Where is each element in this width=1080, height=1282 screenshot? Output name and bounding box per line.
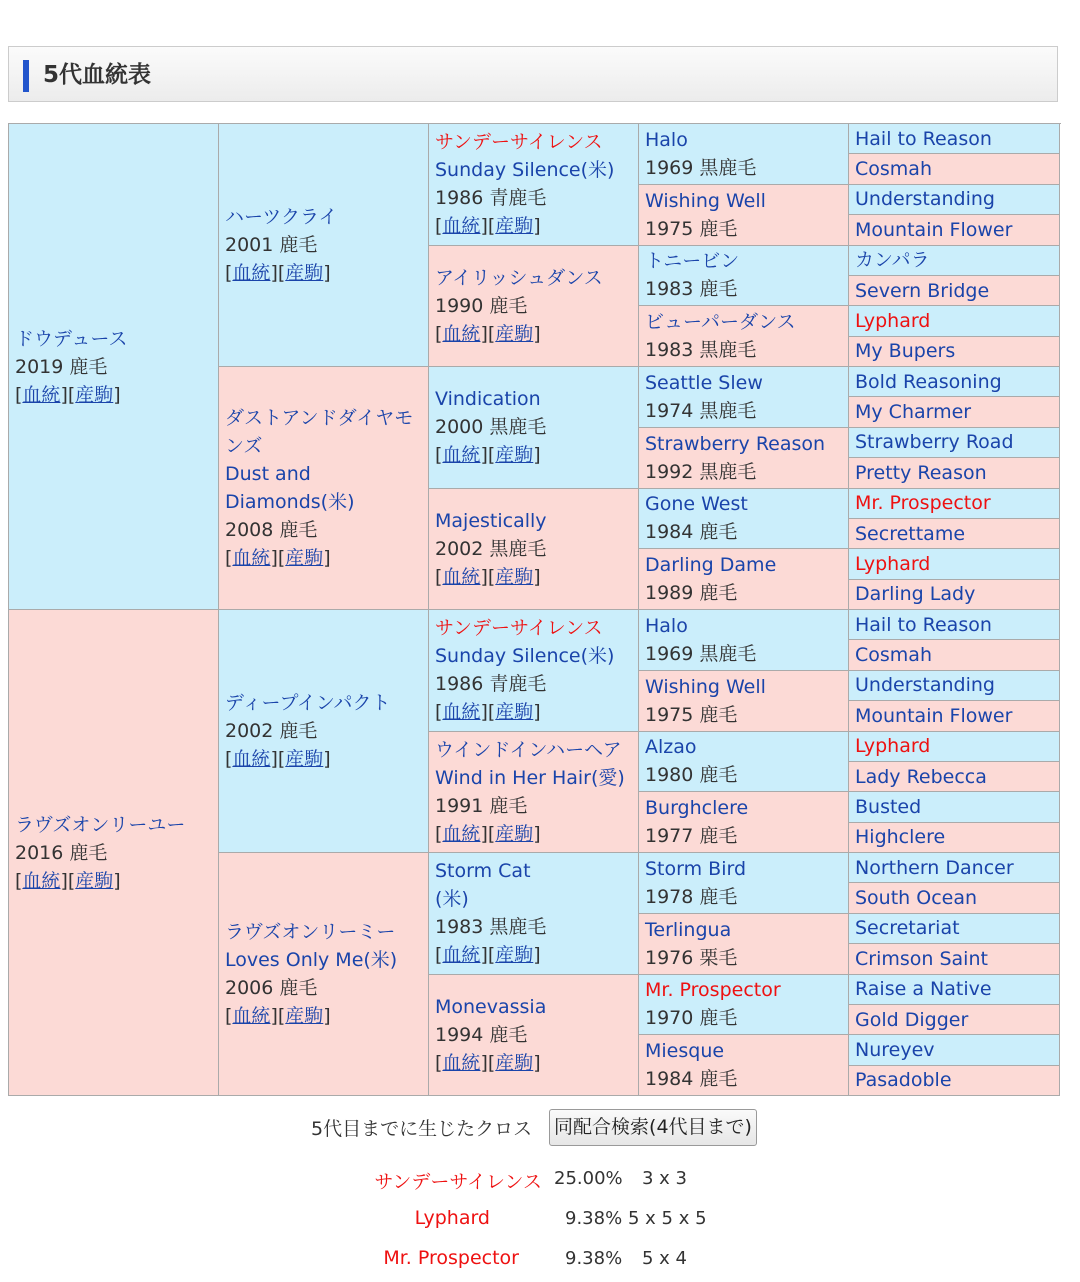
horse-name-link[interactable]: Busted [855, 795, 922, 818]
pedigree-cell [429, 124, 639, 246]
pedigree-cell [849, 732, 1060, 762]
horse-birth-info: 1994 鹿毛 [435, 1023, 528, 1046]
pedigree-cell [9, 124, 219, 610]
horse-name-link[interactable]: Terlingua [645, 918, 732, 941]
horse-name-link[interactable]: Severn Bridge [855, 279, 990, 302]
horse-birth-info: 2019 鹿毛 [15, 355, 108, 378]
pedigree-cell [849, 397, 1060, 427]
pedigree-cell [219, 610, 429, 853]
horse-birth-info: 1992 黒鹿毛 [645, 460, 757, 483]
horse-birth-info: 1983 黒鹿毛 [435, 916, 547, 939]
horse-birth-info: 2008 鹿毛 [225, 519, 318, 541]
horse-name-link[interactable]: Pasadoble [855, 1069, 952, 1092]
horse-name-link[interactable]: Monevassia [435, 995, 547, 1018]
pedigree-cell [849, 853, 1060, 883]
progeny-link[interactable]: 産駒 [495, 322, 534, 345]
horse-birth-info: 1978 鹿毛 [645, 885, 738, 908]
horse-birth-info: 1986 青鹿毛 [435, 187, 547, 210]
pedigree-cell [849, 701, 1060, 731]
horse-name-link[interactable]: ディープインパクト [225, 692, 391, 714]
pedigree-cell [849, 185, 1060, 215]
progeny-link[interactable]: 産駒 [75, 869, 114, 892]
pedigree-link[interactable]: 血統 [442, 1051, 481, 1074]
horse-name-link[interactable]: Darling Dame [645, 554, 777, 577]
header-accent-bar [23, 60, 29, 92]
horse-links: [血統][産駒] [15, 383, 121, 406]
horse-name-link[interactable]: Mountain Flower [855, 704, 1013, 727]
section-title: 5代血統表 [43, 62, 152, 88]
pedigree-link[interactable]: 血統 [442, 565, 481, 588]
cross-generations: 3 x 3 [642, 1168, 687, 1189]
pedigree-cell [849, 458, 1060, 488]
horse-birth-info: 1977 鹿毛 [645, 825, 738, 848]
pedigree-cell [639, 914, 849, 975]
horse-english-name[interactable]: Dust and Diamonds(米) [225, 463, 355, 513]
horse-name-link[interactable]: Mr. Prospector [645, 979, 781, 1002]
horse-links: [血統][産駒] [225, 262, 331, 284]
pedigree-cell [639, 428, 849, 489]
horse-name-link[interactable]: Lyphard [855, 735, 931, 758]
pedigree-cell [849, 519, 1060, 549]
pedigree-cell [849, 914, 1060, 944]
horse-name-link[interactable]: Northern Dancer [855, 856, 1014, 879]
horse-name-link[interactable]: Mr. Prospector [855, 492, 991, 515]
cross-percent: 9.38% [565, 1208, 623, 1229]
same-mating-search-button[interactable]: 同配合検索(4代目まで) [549, 1109, 757, 1146]
pedigree-cell [849, 154, 1060, 184]
pedigree-cell [429, 489, 639, 611]
horse-birth-info: 2000 黒鹿毛 [435, 416, 547, 439]
pedigree-cell [849, 975, 1060, 1005]
pedigree-cell [849, 306, 1060, 336]
pedigree-cell [849, 549, 1060, 579]
horse-birth-info: 1975 鹿毛 [645, 703, 738, 726]
pedigree-cell [849, 944, 1060, 974]
pedigree-cell [639, 853, 849, 914]
pedigree-cell [849, 823, 1060, 853]
horse-birth-info: 1990 鹿毛 [435, 294, 528, 317]
cross-label: 5代目までに生じたクロス [311, 1118, 533, 1140]
cross-horse-link[interactable]: サンデーサイレンス [374, 1171, 542, 1193]
horse-birth-info: 1984 鹿毛 [645, 1068, 738, 1091]
section-header [8, 46, 1058, 102]
horse-name-link[interactable]: Hail to Reason [855, 127, 992, 150]
pedigree-link[interactable]: 血統 [22, 869, 61, 892]
horse-name-link[interactable]: Secretariat [855, 917, 960, 940]
progeny-link[interactable]: 産駒 [285, 547, 324, 569]
horse-name-link[interactable]: Majestically [435, 509, 547, 532]
horse-name-link[interactable]: Nureyev [855, 1038, 935, 1061]
horse-name-link[interactable]: Raise a Native [855, 978, 992, 1001]
pedigree-cell [849, 1066, 1060, 1096]
progeny-link[interactable]: 産駒 [495, 944, 534, 967]
horse-name-link[interactable]: My Bupers [855, 340, 956, 363]
horse-english-name[interactable]: Loves Only Me(米) [225, 949, 398, 971]
pedigree-link[interactable]: 血統 [232, 262, 271, 284]
horse-name-link[interactable]: Crimson Saint [855, 947, 988, 970]
horse-name-link[interactable]: Wishing Well [645, 675, 766, 698]
pedigree-cell [639, 610, 849, 671]
pedigree-cell [849, 489, 1060, 519]
horse-name-link[interactable]: ビューパーダンス [645, 311, 796, 334]
pedigree-cell [849, 671, 1060, 701]
horse-name-link[interactable]: ラヴズオンリーミー [225, 921, 396, 943]
pedigree-cell [639, 246, 849, 307]
horse-english-name[interactable]: Wind in Her Hair(愛) [435, 766, 625, 789]
pedigree-cell [849, 640, 1060, 670]
cross-row [0, 1207, 1080, 1237]
horse-name-link[interactable]: ラヴズオンリーユー [15, 813, 186, 836]
horse-english-name[interactable]: Sunday Silence(米) [435, 159, 615, 182]
pedigree-link[interactable]: 血統 [442, 822, 481, 845]
progeny-link[interactable]: 産駒 [75, 383, 114, 406]
horse-links: [血統][産駒] [435, 944, 541, 967]
horse-name-link[interactable]: サンデーサイレンス [435, 617, 603, 640]
horse-name-link[interactable]: カンパラ [855, 249, 930, 272]
horse-birth-info: 1975 鹿毛 [645, 217, 738, 240]
horse-links: [血統][産駒] [435, 322, 541, 345]
horse-name-link[interactable]: South Ocean [855, 887, 978, 910]
pedigree-cell [849, 1035, 1060, 1065]
pedigree-cell [639, 367, 849, 428]
horse-birth-info: 1969 黒鹿毛 [645, 156, 757, 179]
progeny-link[interactable]: 産駒 [495, 444, 534, 467]
pedigree-cell [849, 367, 1060, 397]
horse-links: [血統][産駒] [435, 822, 541, 845]
horse-birth-info: 2016 鹿毛 [15, 841, 108, 864]
horse-birth-info: 1974 黒鹿毛 [645, 399, 757, 422]
pedigree-link[interactable]: 血統 [442, 944, 481, 967]
horse-name-link[interactable]: ダストアンドダイヤモンズ [225, 407, 414, 457]
horse-birth-info: 1983 鹿毛 [645, 278, 738, 301]
pedigree-link[interactable]: 血統 [232, 1005, 271, 1027]
pedigree-cell [639, 306, 849, 367]
horse-name-link[interactable]: Mountain Flower [855, 218, 1013, 241]
progeny-link[interactable]: 産駒 [495, 215, 534, 238]
pedigree-table [8, 123, 1061, 1096]
horse-name-link[interactable]: Hail to Reason [855, 613, 992, 636]
pedigree-cell [849, 337, 1060, 367]
horse-name-link[interactable]: Strawberry Road [855, 431, 1014, 454]
pedigree-cell [639, 1035, 849, 1096]
horse-name-link[interactable]: Lady Rebecca [855, 765, 987, 788]
pedigree-cell [639, 975, 849, 1036]
horse-birth-info: 2002 鹿毛 [225, 720, 318, 742]
horse-name-link[interactable]: Highclere [855, 826, 946, 849]
pedigree-cell [639, 124, 849, 185]
horse-name-link[interactable]: Halo [645, 128, 688, 151]
progeny-link[interactable]: 産駒 [495, 701, 534, 724]
progeny-link[interactable]: 産駒 [495, 565, 534, 588]
horse-name-link[interactable]: Strawberry Reason [645, 432, 826, 455]
horse-links: [血統][産駒] [225, 748, 331, 770]
horse-english-name[interactable]: Sunday Silence(米) [435, 645, 615, 668]
pedigree-cell [849, 246, 1060, 276]
horse-name-link[interactable]: My Charmer [855, 401, 972, 424]
horse-name-link[interactable]: Darling Lady [855, 583, 976, 606]
horse-name-link[interactable]: Vindication [435, 388, 541, 411]
pedigree-cell [429, 610, 639, 732]
horse-links: [血統][産駒] [435, 444, 541, 467]
horse-name-link[interactable]: Gold Digger [855, 1008, 969, 1031]
pedigree-cell [429, 367, 639, 489]
cross-horse-link[interactable]: Lyphard [414, 1207, 490, 1229]
horse-birth-info: 1976 栗毛 [645, 946, 738, 969]
horse-birth-info: 2001 鹿毛 [225, 234, 318, 256]
horse-links: [血統][産駒] [435, 215, 541, 238]
horse-name-link[interactable]: トニービン [645, 250, 740, 273]
pedigree-link[interactable]: 血統 [442, 322, 481, 345]
horse-links: [血統][産駒] [435, 1051, 541, 1074]
cross-generations: 5 x 5 x 5 [628, 1208, 707, 1229]
pedigree-cell [849, 610, 1060, 640]
horse-name-link[interactable]: ドウデュース [15, 327, 128, 350]
horse-name-link[interactable]: ハーツクライ [225, 206, 338, 228]
horse-birth-info: 1983 黒鹿毛 [645, 339, 757, 362]
horse-links: [血統][産駒] [435, 565, 541, 588]
horse-english-name[interactable]: (米) [435, 888, 469, 911]
horse-links: [血統][産駒] [435, 701, 541, 724]
horse-links: [血統][産駒] [225, 1005, 331, 1027]
horse-links: [血統][産駒] [225, 547, 331, 569]
pedigree-link[interactable]: 血統 [232, 748, 271, 770]
horse-name-link[interactable]: Halo [645, 614, 688, 637]
horse-name-link[interactable]: ウインドインハーヘア [435, 738, 622, 761]
cross-percent: 25.00% [554, 1168, 623, 1189]
horse-name-link[interactable]: Storm Cat [435, 860, 531, 883]
pedigree-link[interactable]: 血統 [442, 444, 481, 467]
horse-name-link[interactable]: Wishing Well [645, 189, 766, 212]
horse-birth-info: 1980 鹿毛 [645, 764, 738, 787]
pedigree-cell [429, 732, 639, 854]
horse-birth-info: 1989 鹿毛 [645, 582, 738, 605]
horse-name-link[interactable]: Secrettame [855, 522, 966, 545]
horse-name-link[interactable]: Burghclere [645, 797, 749, 820]
pedigree-cell [849, 580, 1060, 610]
pedigree-cell [219, 367, 429, 610]
horse-name-link[interactable]: Cosmah [855, 644, 932, 667]
horse-birth-info: 1984 鹿毛 [645, 521, 738, 544]
pedigree-cell [429, 246, 639, 368]
progeny-link[interactable]: 産駒 [495, 822, 534, 845]
pedigree-cell [639, 549, 849, 610]
horse-name-link[interactable]: サンデーサイレンス [435, 131, 603, 154]
horse-name-link[interactable]: アイリッシュダンス [435, 266, 603, 289]
horse-birth-info: 2002 黒鹿毛 [435, 537, 547, 560]
horse-birth-info: 1986 青鹿毛 [435, 673, 547, 696]
pedigree-cell [849, 215, 1060, 245]
pedigree-cell [219, 853, 429, 1096]
horse-name-link[interactable]: Cosmah [855, 158, 932, 181]
pedigree-cell [639, 792, 849, 853]
pedigree-cell [639, 732, 849, 793]
pedigree-cell [849, 276, 1060, 306]
pedigree-link[interactable]: 血統 [442, 701, 481, 724]
horse-name-link[interactable]: Lyphard [855, 309, 931, 332]
horse-birth-info: 2006 鹿毛 [225, 977, 318, 999]
pedigree-cell [849, 124, 1060, 154]
horse-name-link[interactable]: Seattle Slew [645, 371, 763, 394]
pedigree-cell [849, 1005, 1060, 1035]
horse-name-link[interactable]: Bold Reasoning [855, 370, 1002, 393]
horse-name-link[interactable]: Alzao [645, 736, 697, 759]
horse-name-link[interactable]: Gone West [645, 493, 748, 516]
horse-name-link[interactable]: Understanding [855, 674, 995, 697]
pedigree-cell [849, 762, 1060, 792]
pedigree-cell [849, 883, 1060, 913]
horse-birth-info: 1970 鹿毛 [645, 1007, 738, 1030]
horse-name-link[interactable]: Miesque [645, 1040, 725, 1063]
horse-name-link[interactable]: Pretty Reason [855, 461, 987, 484]
progeny-link[interactable]: 産駒 [495, 1051, 534, 1074]
cross-percent: 9.38% [565, 1248, 623, 1269]
pedigree-link[interactable]: 血統 [232, 547, 271, 569]
cross-row [0, 1167, 1080, 1197]
progeny-link[interactable]: 産駒 [285, 262, 324, 284]
pedigree-cell [429, 853, 639, 975]
pedigree-cell [639, 185, 849, 246]
pedigree-cell [429, 975, 639, 1097]
progeny-link[interactable]: 産駒 [285, 1005, 324, 1027]
horse-birth-info: 1991 鹿毛 [435, 794, 528, 817]
pedigree-cell [639, 671, 849, 732]
horse-birth-info: 1969 黒鹿毛 [645, 642, 757, 665]
cross-row [0, 1247, 1080, 1277]
pedigree-cell [219, 124, 429, 367]
horse-name-link[interactable]: Understanding [855, 188, 995, 211]
progeny-link[interactable]: 産駒 [285, 748, 324, 770]
pedigree-cell [639, 489, 849, 550]
horse-name-link[interactable]: Storm Bird [645, 857, 747, 880]
cross-generations: 5 x 4 [642, 1248, 687, 1269]
horse-links: [血統][産駒] [15, 869, 121, 892]
horse-name-link[interactable]: Lyphard [855, 552, 931, 575]
pedigree-link[interactable]: 血統 [22, 383, 61, 406]
pedigree-link[interactable]: 血統 [442, 215, 481, 238]
pedigree-cell [9, 610, 219, 1096]
pedigree-cell [849, 792, 1060, 822]
cross-horse-link[interactable]: Mr. Prospector [383, 1247, 519, 1269]
pedigree-cell [849, 428, 1060, 458]
